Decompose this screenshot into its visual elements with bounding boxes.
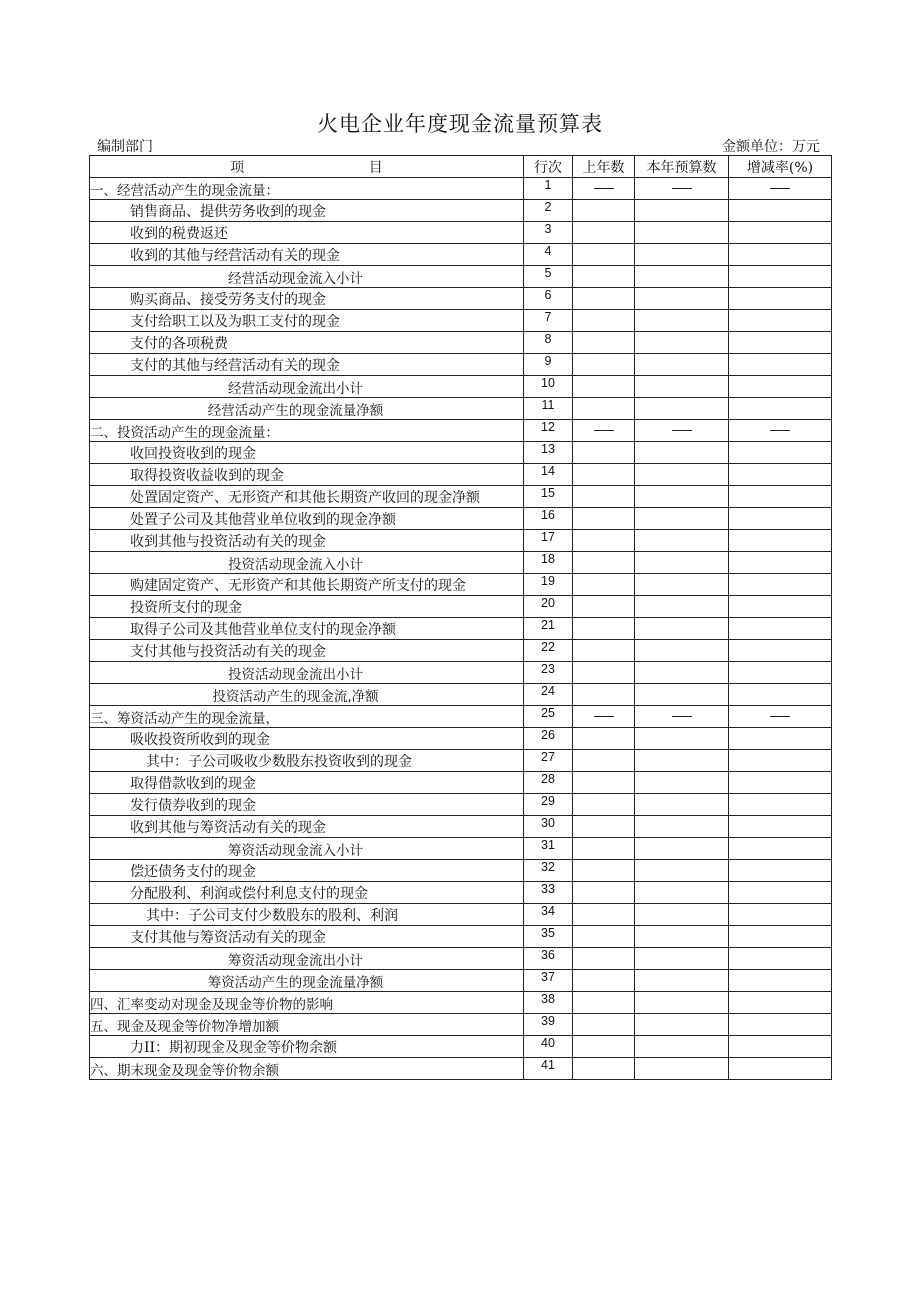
cell-change-rate[interactable] xyxy=(729,596,832,618)
cell-change-rate[interactable] xyxy=(729,926,832,948)
dept-label: 编制部门 xyxy=(97,139,153,155)
cell-last-year[interactable] xyxy=(573,288,635,310)
row-label: 处置子公司及其他营业单位收到的现金净额 xyxy=(90,508,524,530)
dash-mark xyxy=(594,430,614,431)
table-row xyxy=(90,1036,832,1058)
cell-last-year[interactable] xyxy=(573,684,635,706)
table-row xyxy=(90,596,832,618)
row-label: 六、期末现金及现金等价物余额 xyxy=(90,1058,524,1080)
table-row xyxy=(90,398,832,420)
row-line-no: 14 xyxy=(524,464,573,486)
cell-budget[interactable] xyxy=(635,288,729,310)
table-row xyxy=(90,684,832,706)
cell-last-year[interactable] xyxy=(573,772,635,794)
cell-change-rate[interactable] xyxy=(729,530,832,552)
table-row xyxy=(90,1058,832,1080)
cell-change-rate[interactable] xyxy=(729,948,832,970)
row-line-no: 3 xyxy=(524,222,573,244)
cell-change-rate[interactable] xyxy=(729,1014,832,1036)
table-row xyxy=(90,244,832,266)
cell-last-year[interactable] xyxy=(573,838,635,860)
row-label: 经营活动产生的现金流量净额 xyxy=(90,398,524,420)
header-last-year: 上年数 xyxy=(573,156,635,178)
row-line-no: 28 xyxy=(524,772,573,794)
cell-change-rate[interactable] xyxy=(729,486,832,508)
unit-label: 金额单位：万元 xyxy=(722,139,820,155)
row-label: 支付的其他与经营活动有关的现金 xyxy=(90,354,524,376)
table-row xyxy=(90,332,832,354)
cell-budget[interactable] xyxy=(635,948,729,970)
cell-last-year[interactable] xyxy=(573,662,635,684)
row-label: 力II：期初现金及现金等价物余额 xyxy=(90,1036,524,1058)
row-label: 筹资活动产生的现金流量净额 xyxy=(90,970,524,992)
cell-last-year[interactable] xyxy=(573,354,635,376)
cell-last-year[interactable] xyxy=(573,750,635,772)
row-label: 购建固定资产、无形资产和其他长期资产所支付的现金 xyxy=(90,574,524,596)
cell-last-year[interactable] xyxy=(573,442,635,464)
cell-budget[interactable] xyxy=(635,838,729,860)
dash-mark xyxy=(594,716,614,717)
cell-budget[interactable] xyxy=(635,486,729,508)
row-label: 经营活动现金流出小计 xyxy=(90,376,524,398)
cell-last-year[interactable] xyxy=(573,376,635,398)
table-row xyxy=(90,860,832,882)
row-label: 五、现金及现金等价物净增加额 xyxy=(90,1014,524,1036)
cell-budget[interactable] xyxy=(635,816,729,838)
cell-budget[interactable] xyxy=(635,684,729,706)
cell-budget[interactable] xyxy=(635,1014,729,1036)
cell-change-rate[interactable] xyxy=(729,904,832,926)
table-row xyxy=(90,178,832,200)
cell-change-rate[interactable] xyxy=(729,684,832,706)
row-line-no: 30 xyxy=(524,816,573,838)
row-line-no: 19 xyxy=(524,574,573,596)
cell-budget[interactable] xyxy=(635,244,729,266)
cell-last-year[interactable] xyxy=(573,266,635,288)
cell-last-year[interactable] xyxy=(573,1014,635,1036)
row-label: 一、经营活动产生的现金流量： xyxy=(90,178,524,200)
row-line-no: 1 xyxy=(524,178,573,200)
cell-last-year[interactable] xyxy=(573,596,635,618)
row-label: 发行债券收到的现金 xyxy=(90,794,524,816)
cell-budget[interactable] xyxy=(635,508,729,530)
cell-last-year[interactable] xyxy=(573,1058,635,1080)
cell-budget[interactable] xyxy=(635,1036,729,1058)
cell-budget[interactable] xyxy=(635,332,729,354)
row-label: 投资活动产生的现金流,净额 xyxy=(90,684,524,706)
cell-change-rate[interactable] xyxy=(729,640,832,662)
dash-mark xyxy=(672,716,692,717)
cell-budget[interactable] xyxy=(635,266,729,288)
cell-budget[interactable] xyxy=(635,398,729,420)
table-row xyxy=(90,486,832,508)
row-line-no: 15 xyxy=(524,486,573,508)
row-label: 支付给职工以及为职工支付的现金 xyxy=(90,310,524,332)
table-row xyxy=(90,310,832,332)
row-line-no: 34 xyxy=(524,904,573,926)
row-label: 支付其他与投资活动有关的现金 xyxy=(90,640,524,662)
table-row xyxy=(90,1014,832,1036)
cell-last-year[interactable] xyxy=(573,992,635,1014)
cell-last-year[interactable] xyxy=(573,816,635,838)
cell-budget[interactable] xyxy=(635,706,729,728)
table-row xyxy=(90,618,832,640)
cell-change-rate[interactable] xyxy=(729,332,832,354)
cell-last-year[interactable] xyxy=(573,464,635,486)
table-row xyxy=(90,904,832,926)
row-line-no: 40 xyxy=(524,1036,573,1058)
table-row xyxy=(90,948,832,970)
table-row xyxy=(90,574,832,596)
cell-change-rate[interactable] xyxy=(729,222,832,244)
table-row xyxy=(90,882,832,904)
cell-last-year[interactable] xyxy=(573,904,635,926)
row-line-no: 39 xyxy=(524,1014,573,1036)
cell-change-rate[interactable] xyxy=(729,794,832,816)
cell-change-rate[interactable] xyxy=(729,244,832,266)
cell-change-rate[interactable] xyxy=(729,464,832,486)
dash-mark xyxy=(594,188,614,189)
row-label: 取得借款收到的现金 xyxy=(90,772,524,794)
cell-budget[interactable] xyxy=(635,904,729,926)
row-line-no: 4 xyxy=(524,244,573,266)
cell-budget[interactable] xyxy=(635,222,729,244)
cell-change-rate[interactable] xyxy=(729,178,832,200)
row-label: 吸收投资所收到的现金 xyxy=(90,728,524,750)
row-line-no: 20 xyxy=(524,596,573,618)
cell-last-year[interactable] xyxy=(573,508,635,530)
row-label: 二、投资活动产生的现金流量： xyxy=(90,420,524,442)
row-label: 经营活动现金流入小计 xyxy=(90,266,524,288)
row-line-no: 18 xyxy=(524,552,573,574)
cell-change-rate[interactable] xyxy=(729,354,832,376)
row-line-no: 16 xyxy=(524,508,573,530)
row-line-no: 11 xyxy=(524,398,573,420)
cell-budget[interactable] xyxy=(635,970,729,992)
row-label: 购买商品、接受劳务支付的现金 xyxy=(90,288,524,310)
cell-change-rate[interactable] xyxy=(729,376,832,398)
header-line-no: 行次 xyxy=(524,156,573,178)
row-label: 取得投资收益收到的现金 xyxy=(90,464,524,486)
cash-flow-table xyxy=(89,155,832,1080)
table-row xyxy=(90,552,832,574)
row-line-no: 7 xyxy=(524,310,573,332)
cell-budget[interactable] xyxy=(635,882,729,904)
dash-mark xyxy=(672,188,692,189)
cell-last-year[interactable] xyxy=(573,728,635,750)
row-line-no: 5 xyxy=(524,266,573,288)
cell-change-rate[interactable] xyxy=(729,706,832,728)
cell-change-rate[interactable] xyxy=(729,442,832,464)
cell-last-year[interactable] xyxy=(573,420,635,442)
cell-budget[interactable] xyxy=(635,574,729,596)
cell-change-rate[interactable] xyxy=(729,728,832,750)
row-line-no: 36 xyxy=(524,948,573,970)
cell-change-rate[interactable] xyxy=(729,310,832,332)
cell-budget[interactable] xyxy=(635,376,729,398)
row-line-no: 32 xyxy=(524,860,573,882)
table-row xyxy=(90,354,832,376)
row-label: 四、汇率变动对现金及现金等价物的影响 xyxy=(90,992,524,1014)
table-row xyxy=(90,464,832,486)
cell-budget[interactable] xyxy=(635,772,729,794)
cell-change-rate[interactable] xyxy=(729,838,832,860)
cell-change-rate[interactable] xyxy=(729,970,832,992)
cell-change-rate[interactable] xyxy=(729,398,832,420)
table-row xyxy=(90,508,832,530)
table-row xyxy=(90,266,832,288)
dash-mark xyxy=(770,716,790,717)
cell-change-rate[interactable] xyxy=(729,772,832,794)
row-line-no: 37 xyxy=(524,970,573,992)
cell-last-year[interactable] xyxy=(573,882,635,904)
header-change-rate: 增减率(%) xyxy=(729,156,832,178)
row-line-no: 29 xyxy=(524,794,573,816)
cell-last-year[interactable] xyxy=(573,1036,635,1058)
row-line-no: 33 xyxy=(524,882,573,904)
row-label: 三、筹资活动产生的现金流量， xyxy=(90,706,524,728)
cell-budget[interactable] xyxy=(635,420,729,442)
cell-budget[interactable] xyxy=(635,640,729,662)
row-line-no: 12 xyxy=(524,420,573,442)
cell-last-year[interactable] xyxy=(573,178,635,200)
cell-change-rate[interactable] xyxy=(729,200,832,222)
row-label: 分配股利、利润或偿付利息支付的现金 xyxy=(90,882,524,904)
header-row xyxy=(90,156,832,178)
cell-last-year[interactable] xyxy=(573,706,635,728)
cell-budget[interactable] xyxy=(635,1058,729,1080)
row-label: 其中：子公司支付少数股东的股利、利润 xyxy=(90,904,524,926)
table-row xyxy=(90,376,832,398)
cell-budget[interactable] xyxy=(635,750,729,772)
row-line-no: 23 xyxy=(524,662,573,684)
cell-budget[interactable] xyxy=(635,310,729,332)
dash-mark xyxy=(770,188,790,189)
table-row xyxy=(90,838,832,860)
cell-last-year[interactable] xyxy=(573,310,635,332)
row-line-no: 13 xyxy=(524,442,573,464)
cell-change-rate[interactable] xyxy=(729,662,832,684)
table-row xyxy=(90,530,832,552)
cell-last-year[interactable] xyxy=(573,398,635,420)
row-label: 筹资活动现金流出小计 xyxy=(90,948,524,970)
table-row xyxy=(90,640,832,662)
table-body xyxy=(90,178,832,1080)
row-line-no: 6 xyxy=(524,288,573,310)
cell-change-rate[interactable] xyxy=(729,860,832,882)
table-row xyxy=(90,750,832,772)
table-row xyxy=(90,772,832,794)
row-label: 投资所支付的现金 xyxy=(90,596,524,618)
cell-budget[interactable] xyxy=(635,926,729,948)
row-label: 筹资活动现金流入小计 xyxy=(90,838,524,860)
row-line-no: 26 xyxy=(524,728,573,750)
cell-budget[interactable] xyxy=(635,200,729,222)
cell-change-rate[interactable] xyxy=(729,420,832,442)
cell-budget[interactable] xyxy=(635,530,729,552)
row-line-no: 31 xyxy=(524,838,573,860)
row-line-no: 35 xyxy=(524,926,573,948)
cell-change-rate[interactable] xyxy=(729,882,832,904)
row-label: 其中：子公司吸收少数股东投资收到的现金 xyxy=(90,750,524,772)
table-row xyxy=(90,794,832,816)
cell-budget[interactable] xyxy=(635,552,729,574)
table-row xyxy=(90,706,832,728)
cell-change-rate[interactable] xyxy=(729,618,832,640)
row-label: 收到的其他与经营活动有关的现金 xyxy=(90,244,524,266)
cell-budget[interactable] xyxy=(635,354,729,376)
cell-budget[interactable] xyxy=(635,992,729,1014)
dash-mark xyxy=(770,430,790,431)
document-title: 火电企业年度现金流量预算表 xyxy=(317,112,603,136)
table-row xyxy=(90,288,832,310)
row-label: 支付其他与筹资活动有关的现金 xyxy=(90,926,524,948)
dash-mark xyxy=(672,430,692,431)
cell-last-year[interactable] xyxy=(573,640,635,662)
cell-change-rate[interactable] xyxy=(729,552,832,574)
row-line-no: 10 xyxy=(524,376,573,398)
cell-last-year[interactable] xyxy=(573,486,635,508)
row-label: 偿还债务支付的现金 xyxy=(90,860,524,882)
cell-change-rate[interactable] xyxy=(729,288,832,310)
row-line-no: 27 xyxy=(524,750,573,772)
table-row xyxy=(90,728,832,750)
cell-change-rate[interactable] xyxy=(729,574,832,596)
cell-last-year[interactable] xyxy=(573,332,635,354)
row-line-no: 41 xyxy=(524,1058,573,1080)
table-row xyxy=(90,926,832,948)
table-row xyxy=(90,420,832,442)
cell-last-year[interactable] xyxy=(573,530,635,552)
cell-last-year[interactable] xyxy=(573,200,635,222)
row-label: 投资活动现金流出小计 xyxy=(90,662,524,684)
row-label: 处置固定资产、无形资产和其他长期资产收回的现金净额 xyxy=(90,486,524,508)
row-label: 收到其他与投资活动有关的现金 xyxy=(90,530,524,552)
cell-change-rate[interactable] xyxy=(729,508,832,530)
cell-budget[interactable] xyxy=(635,596,729,618)
cell-budget[interactable] xyxy=(635,442,729,464)
row-label: 取得子公司及其他营业单位支付的现金净额 xyxy=(90,618,524,640)
cell-change-rate[interactable] xyxy=(729,1058,832,1080)
cell-change-rate[interactable] xyxy=(729,992,832,1014)
cell-budget[interactable] xyxy=(635,662,729,684)
row-line-no: 24 xyxy=(524,684,573,706)
cell-budget[interactable] xyxy=(635,178,729,200)
table-row xyxy=(90,970,832,992)
table-row xyxy=(90,222,832,244)
cell-change-rate[interactable] xyxy=(729,1036,832,1058)
cell-last-year[interactable] xyxy=(573,574,635,596)
cell-budget[interactable] xyxy=(635,794,729,816)
cell-budget[interactable] xyxy=(635,728,729,750)
table-row xyxy=(90,992,832,1014)
cell-last-year[interactable] xyxy=(573,552,635,574)
cell-change-rate[interactable] xyxy=(729,266,832,288)
cell-last-year[interactable] xyxy=(573,222,635,244)
row-line-no: 22 xyxy=(524,640,573,662)
cell-last-year[interactable] xyxy=(573,970,635,992)
row-line-no: 21 xyxy=(524,618,573,640)
table-row xyxy=(90,200,832,222)
row-line-no: 2 xyxy=(524,200,573,222)
row-label: 收到的税费返还 xyxy=(90,222,524,244)
table-row xyxy=(90,442,832,464)
cell-budget[interactable] xyxy=(635,464,729,486)
row-label: 投资活动现金流入小计 xyxy=(90,552,524,574)
cell-budget[interactable] xyxy=(635,618,729,640)
row-line-no: 8 xyxy=(524,332,573,354)
table-row xyxy=(90,816,832,838)
cell-last-year[interactable] xyxy=(573,860,635,882)
cell-last-year[interactable] xyxy=(573,244,635,266)
row-line-no: 25 xyxy=(524,706,573,728)
cell-last-year[interactable] xyxy=(573,618,635,640)
row-line-no: 38 xyxy=(524,992,573,1014)
cell-change-rate[interactable] xyxy=(729,750,832,772)
header-budget: 本年预算数 xyxy=(635,156,729,178)
table-row xyxy=(90,662,832,684)
cell-budget[interactable] xyxy=(635,860,729,882)
row-label: 收到其他与筹资活动有关的现金 xyxy=(90,816,524,838)
row-label: 收回投资收到的现金 xyxy=(90,442,524,464)
row-label: 支付的各项税费 xyxy=(90,332,524,354)
header-item: 项 目 xyxy=(90,156,524,178)
cell-last-year[interactable] xyxy=(573,794,635,816)
cell-last-year[interactable] xyxy=(573,948,635,970)
row-label: 销售商品、提供劳务收到的现金 xyxy=(90,200,524,222)
row-line-no: 9 xyxy=(524,354,573,376)
cell-change-rate[interactable] xyxy=(729,816,832,838)
cell-last-year[interactable] xyxy=(573,926,635,948)
row-line-no: 17 xyxy=(524,530,573,552)
